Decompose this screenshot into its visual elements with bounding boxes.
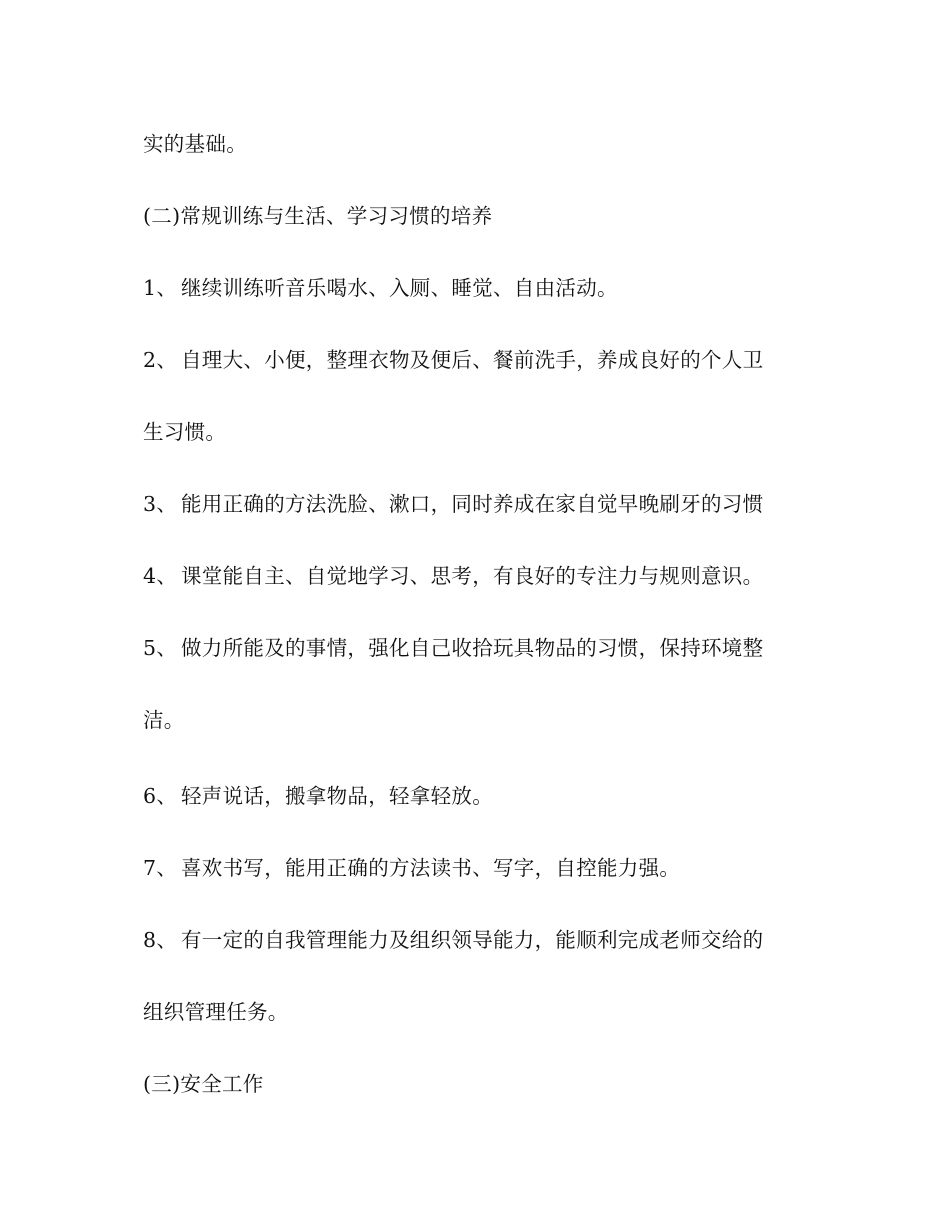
list-item	[143, 634, 803, 662]
line-text: 组织管理任务。	[143, 1000, 289, 1024]
list-item	[143, 562, 803, 590]
paragraph-line	[143, 706, 803, 734]
paragraph-line	[143, 998, 803, 1026]
paragraph-line	[143, 130, 803, 158]
list-item-text: 喜欢书写，能用正确的方法读书、写字，自控能力强。	[181, 856, 681, 880]
list-number: 3、	[143, 492, 178, 516]
list-number: 2、	[143, 348, 178, 372]
list-number: 8、	[143, 928, 178, 952]
list-item-text: 自理大、小便，整理衣物及便后、餐前洗手，养成良好的个人卫	[181, 348, 764, 372]
line-text: 洁。	[143, 708, 185, 732]
list-number: 6、	[143, 784, 178, 808]
list-item-text: 做力所能及的事情，强化自己收拾玩具物品的习惯，保持环境整	[181, 636, 764, 660]
list-item	[143, 346, 803, 374]
line-text: 生习惯。	[143, 420, 227, 444]
section-heading	[143, 202, 803, 230]
list-item	[143, 274, 803, 302]
list-item	[143, 854, 803, 882]
list-item-text: 课堂能自主、自觉地学习、思考，有良好的专注力与规则意识。	[181, 564, 764, 588]
list-number: 4、	[143, 564, 178, 588]
list-item	[143, 490, 803, 518]
list-number: 1、	[143, 276, 178, 300]
line-text: 实的基础。	[143, 132, 247, 156]
list-item	[143, 926, 803, 954]
list-item-text: 继续训练听音乐喝水、入厕、睡觉、自由活动。	[181, 276, 618, 300]
section-heading	[143, 1070, 803, 1098]
list-item-text: 能用正确的方法洗脸、漱口，同时养成在家自觉早晚刷牙的习惯	[181, 492, 764, 516]
list-item-text: 轻声说话，搬拿物品，轻拿轻放。	[181, 784, 493, 808]
list-number: 5、	[143, 636, 178, 660]
heading-text: (二)常规训练与生活、学习习惯的培养	[143, 204, 493, 228]
list-number: 7、	[143, 856, 178, 880]
paragraph-line	[143, 418, 803, 446]
heading-text: (三)安全工作	[143, 1072, 264, 1096]
list-item-text: 有一定的自我管理能力及组织领导能力，能顺利完成老师交给的	[181, 928, 764, 952]
list-item	[143, 782, 803, 810]
